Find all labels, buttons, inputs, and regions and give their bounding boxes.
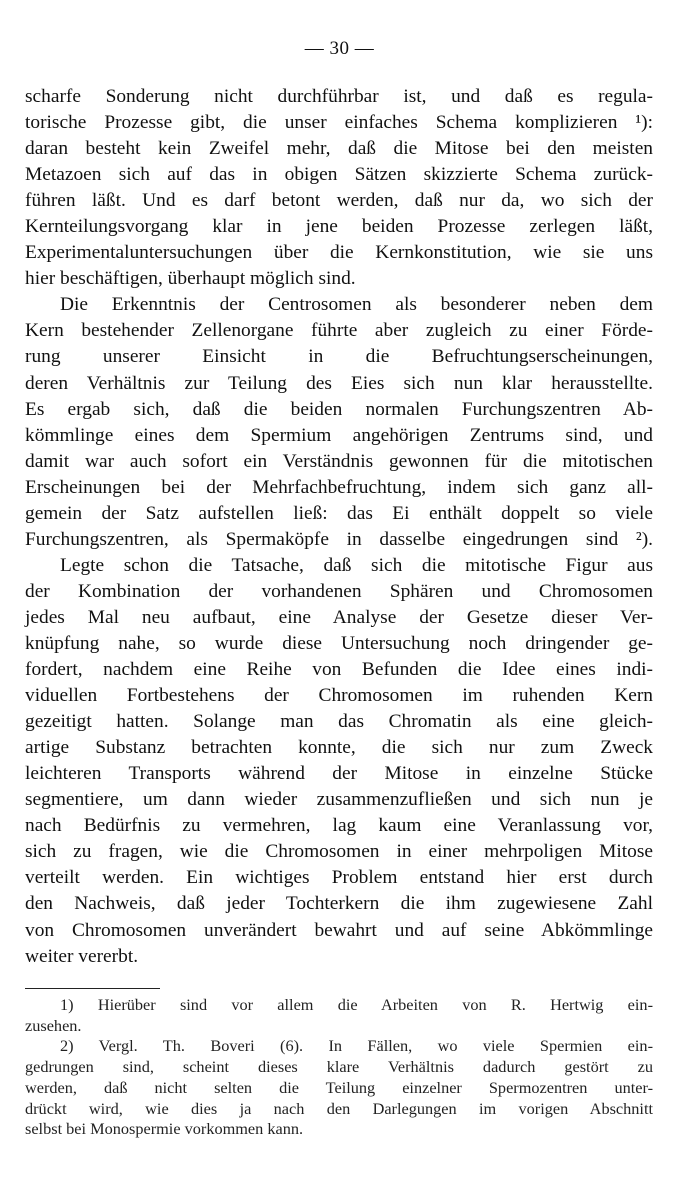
paragraph-3: [25, 553, 653, 970]
text-line: artige Substanz betrachten konnte, die sich nur zum Zweck: [25, 737, 653, 759]
text-line: nach Bedürfnis zu vermehren, lag kaum eine Veranlassung vor,: [25, 815, 653, 837]
text-line: Es ergab sich, daß die beiden normalen Furchungszentren Ab-: [25, 398, 653, 420]
text-line: segmentiere, um dann wieder zusammenzufließen und sich nun je: [25, 789, 653, 811]
text-line: jedes Mal neu aufbaut, eine Analyse der Gesetze dieser Ver-: [25, 606, 653, 628]
paragraph-1: [25, 84, 653, 292]
text-line: der Kombination der vorhandenen Sphären und Chromosomen: [25, 580, 653, 602]
text-line: deren Verhältnis zur Teilung des Eies sich nun klar herausstellte.: [25, 372, 653, 394]
text-line: den Nachweis, daß jeder Tochterkern die ihm zugewiesene Zahl: [25, 893, 653, 915]
text-line: Metazoen sich auf das in obigen Sätzen skizzierte Schema zurück-: [25, 164, 653, 186]
paragraph-2: [25, 292, 653, 552]
footnote-line: drückt wird, wie dies ja nach den Darlegungen im vorigen Abschnitt: [25, 1098, 653, 1118]
footnote-line: zusehen.: [25, 1015, 82, 1035]
footnote-line: werden, daß nicht selten die Teilung einzelner Spermozentren unter-: [25, 1077, 653, 1097]
footnote-1: [25, 995, 653, 1036]
text-line: fordert, nachdem eine Reihe von Befunden die Idee eines indi-: [25, 659, 653, 681]
text-line: Kern bestehender Zellenorgane führte aber zugleich zu einer Förde-: [25, 320, 653, 342]
text-line: leichteren Transports während der Mitose in einzelne Stücke: [25, 763, 653, 785]
footnote-divider: [25, 988, 160, 989]
text-line: weiter vererbt.: [25, 945, 139, 967]
text-line: verteilt werden. Ein wichtiges Problem entstand hier erst durch: [25, 867, 653, 889]
text-line: scharfe Sonderung nicht durchführbar ist, und daß es regula-: [25, 86, 653, 107]
text-line: sich zu fragen, wie die Chromosomen in einer mehrpoligen Mitose: [25, 841, 653, 863]
text-line: hier beschäftigen, überhaupt möglich sind.: [25, 268, 356, 290]
footnote-line: selbst bei Monospermie vorkommen kann.: [25, 1119, 304, 1139]
text-line: gemein der Satz aufstellen ließ: das Ei enthält doppelt so viele: [25, 502, 653, 524]
text-line: Experimentaluntersuchungen über die Kernkonstitution, wie sie uns: [25, 242, 653, 264]
text-line: von Chromosomen unverändert bewahrt und auf seine Abkömmlinge: [25, 919, 653, 941]
footnote-line: gedrungen sind, scheint dieses klare Verhältnis dadurch gestört zu: [25, 1057, 653, 1077]
text-line: Erscheinungen bei der Mehrfachbefruchtung, indem sich ganz all-: [25, 476, 653, 498]
footnotes: [25, 995, 653, 1140]
text-line: Legte schon die Tatsache, daß sich die mitotische Figur aus: [60, 554, 653, 576]
text-line: damit war auch sofort ein Verständnis gewonnen für die mitotischen: [25, 450, 653, 472]
text-line: torische Prozesse gibt, die unser einfaches Schema komplizieren ¹):: [25, 112, 653, 134]
footnote-line: 2) Vergl. Th. Boveri (6). In Fällen, wo viele Spermien ein-: [60, 1036, 653, 1056]
text-line: viduellen Fortbestehens der Chromosomen im ruhenden Kern: [25, 685, 653, 707]
text-line: gezeitigt hatten. Solange man das Chromatin als eine gleich-: [25, 711, 653, 733]
main-text: [25, 84, 653, 970]
text-line: daran besteht kein Zweifel mehr, daß die Mitose bei den meisten: [25, 138, 653, 160]
text-line: Die Erkenntnis der Centrosomen als besonderer neben dem: [60, 294, 653, 316]
text-line: kömmlinge eines dem Spermium angehörigen Zentrums sind, und: [25, 424, 653, 446]
text-line: führen läßt. Und es darf betont werden, daß nur da, wo sich der: [25, 190, 653, 212]
text-line: Furchungszentren, als Spermaköpfe in dasselbe eingedrungen sind ²).: [25, 528, 653, 550]
page-number: — 30 —: [304, 38, 375, 59]
text-line: rung unserer Einsicht in die Befruchtungserscheinungen,: [25, 346, 653, 368]
text-line: Kernteilungsvorgang klar in jene beiden Prozesse zerlegen läßt,: [25, 216, 653, 238]
text-line: knüpfung nahe, so wurde diese Untersuchung noch dringender ge-: [25, 632, 653, 654]
footnote-line: 1) Hierüber sind vor allem die Arbeiten von R. Hertwig ein-: [60, 995, 653, 1014]
footnote-2: [25, 1036, 653, 1140]
